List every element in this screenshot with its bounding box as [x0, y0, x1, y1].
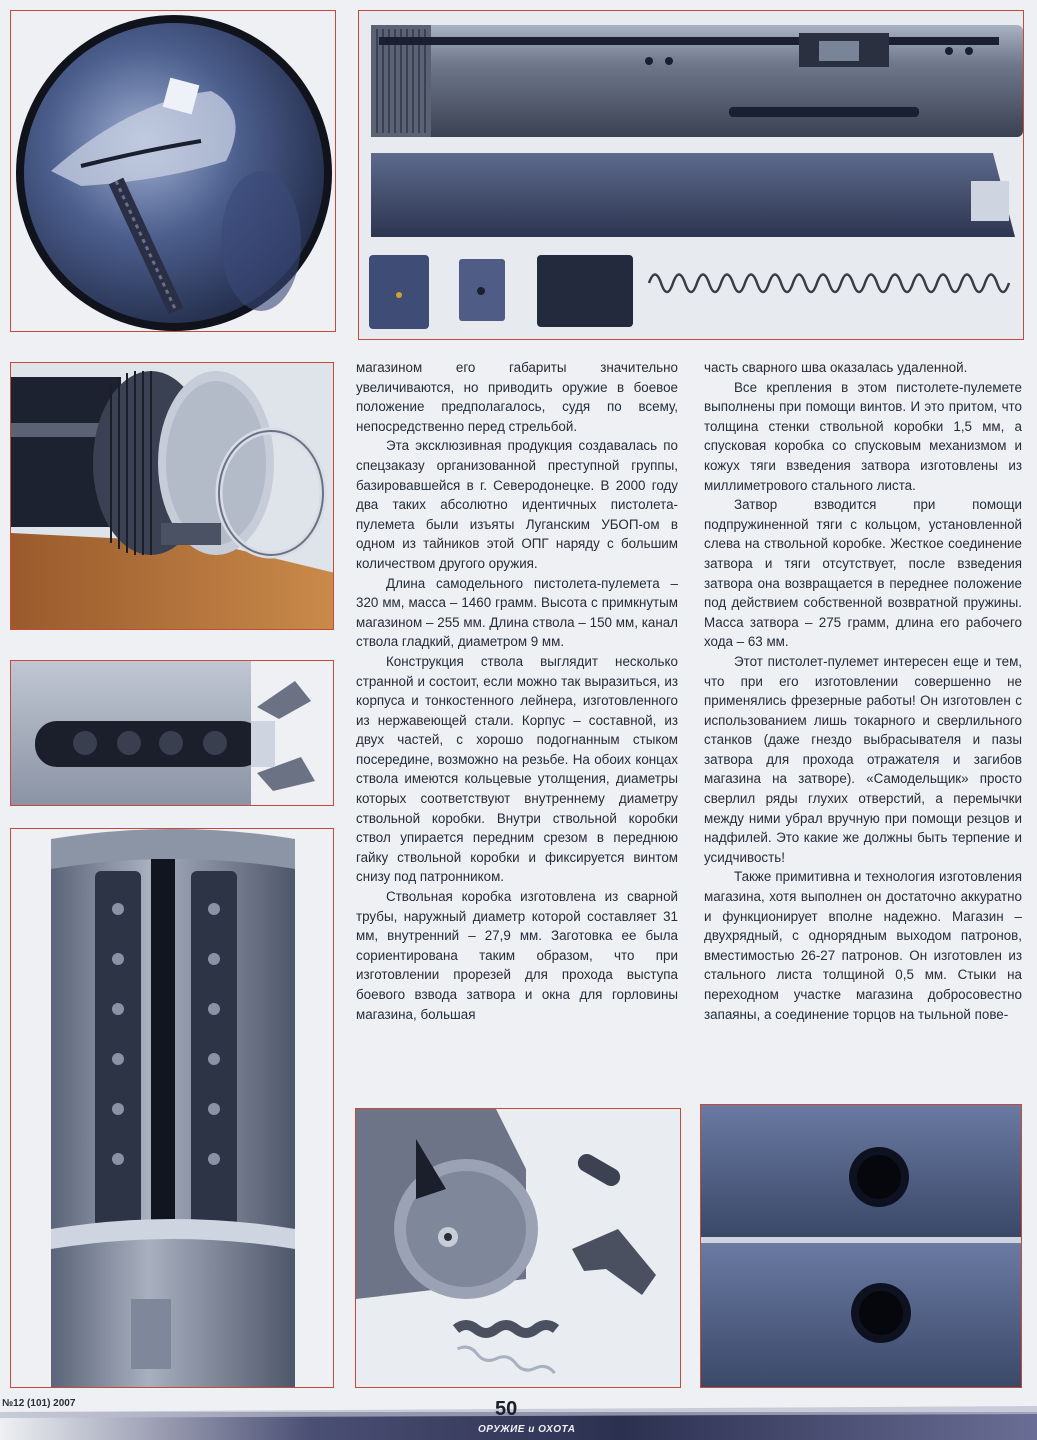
paragraph: часть сварного шва оказалась удаленной. [704, 360, 968, 375]
paragraph: магазином его габариты значительно увеличиваются, но приводить оружие в боевое положение предполагалось, судя по всему, непосредственно перед стрельбой. [356, 360, 678, 434]
nut-ring-image [11, 363, 334, 630]
photo-receiver-end-and-parts [355, 1108, 681, 1388]
paragraph: Конструкция ствола выглядит несколько странной и состоит, если можно так выразиться, из корпуса и тонкостенного лейнера, изготовленного из нержавеющей стали. Корпус – составной, из двух частей, с хорошо подогнанным стыком посередине, возможно на резьбе. На обоих концах ствола имеются кольцевые утолщения, диаметры которых соответствуют внутреннему диаметру ствольной коробки. Внутри ствольной коробки ствол упирается передним срезом в переднюю гайку ствольной коробки и фиксируется винтом снизу под патронником. [356, 653, 678, 885]
paragraph: Все крепления в этом пистолете-пулемете выполнены при помощи винтов. И это притом, что толщина стенки ствольной коробки 1,5 мм, а спусковая коробка со спусковым механизмом и кожух тяги взведения затвора изготовлены из миллиметрового стального листа. [704, 379, 1022, 493]
drilled-slots-image [11, 829, 334, 1388]
receiver-end-image [356, 1109, 681, 1388]
paragraph: Ствольная коробка изготовлена из сварной трубы, наружный диаметр которой составляет 31 мм, внутренний – 27,9 мм. Заготовка ее была сориентирована таким образом, что при изготовлении прорезей для прохода выступа боевого взвода затвора и окна для горловины магазина, большая [356, 889, 678, 1022]
paragraph: Этот пистолет-пулемет интересен еще и тем, что при его изготовлении совершенно не применялись фрезерные работы! Он изготовлен с использованием лишь токарного и сверлильного станков (даже гнездо выбрасывателя и пазы затвора для прохода отражателя и загибов магазина на затворе). «Самодельщик» просто сверлил ряды глухих отверстий, а перемычки между ними убрал вручную при помощи резцов и надфилей. Это какие же должны быть терпение и усидчивость! [704, 653, 1022, 865]
photo-bolt-slot [10, 660, 334, 806]
paragraph: Эта эксклюзивная продукция создавалась по спецзаказу организованной преступной группы, базировавшейся в г. Северодонецке. В 2000 году два таких абсолютно идентичных пистолета-пулемета были изъяты Луганским УБОП-ом в одном из тайников этой ОПГ наряду с большим количеством другого оружия. [356, 438, 678, 571]
circle-closeup-image [11, 11, 336, 332]
magazine-title: ОРУЖИЕ и ОХОТА [478, 1424, 576, 1435]
paragraph: Также примитивна и технология изготовления магазина, хотя выполнен он достаточно аккуратно и функционирует вполне надежно. Магазин – двухрядный, с однорядным выходом патронов, вместимостью 26-27 патронов. Он изготовлен из стального листа толщиной 0,5 мм. Стыки на переходном участке магазина добросовестно запаяны, а соединение торцов на тыльной пове- [704, 869, 1022, 1022]
issue-label: №12 (101) 2007 [2, 1398, 76, 1409]
paragraph: Затвор взводится при помощи подпружиненной тяги с кольцом, установленной слева на ствольной коробке. Жесткое соединение затвора и тяги отсутствует, после взведения затвора она возвращается в переднее положение под действием собственной возвратной пружины. Масса затвора – 275 грамм, длина его рабочего хода – 63 мм. [704, 497, 1022, 650]
paragraph: Длина самодельного пистолета-пулемета – 320 мм, масса – 1460 грамм. Высота с примкнутым магазином – 255 мм. Длина ствола – 150 мм, канал ствола гладкий, диаметром 9 мм. [356, 575, 678, 650]
page-number: 50 [495, 1398, 518, 1420]
bolt-slot-image [11, 661, 334, 806]
photo-nut-with-ring [10, 362, 334, 630]
photo-bolt-drilled-slots [10, 828, 334, 1388]
photo-circle-closeup [10, 10, 336, 332]
text-column-2 [704, 358, 1022, 1024]
receiver-parts-image [359, 11, 1024, 340]
photo-barrel-receiver-parts [358, 10, 1024, 340]
text-column-1 [356, 358, 678, 1024]
photo-drilled-holes [700, 1104, 1022, 1388]
drilled-holes-image [701, 1105, 1022, 1388]
